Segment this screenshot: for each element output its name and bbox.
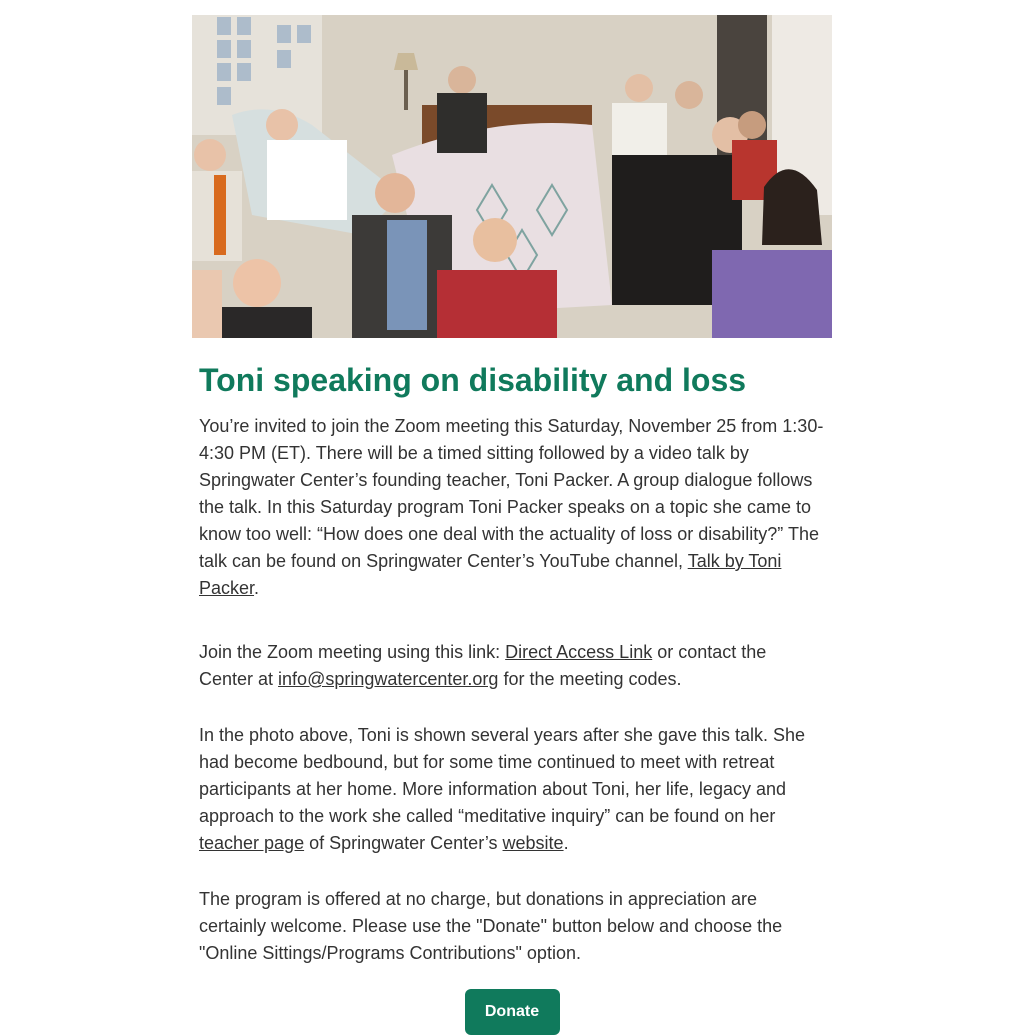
donation-paragraph: The program is offered at no charge, but donations in appreciation are certainly welcome. Please use the "Donate" button below and choose the "Online Sittings/Programs Contributions" option. [199,889,783,963]
zoom-text-end: for the meeting codes. [498,669,682,689]
donate-button[interactable]: Donate [465,989,560,1035]
article [192,338,832,1035]
photo-description-paragraph [199,722,825,857]
zoom-paragraph [199,639,825,693]
donate-wrapper [199,989,825,1035]
invitation-paragraph [199,413,825,602]
teacher-page-link[interactable]: teacher page [199,833,305,853]
invitation-text-end: . [254,578,260,598]
email-link[interactable]: info@springwatercenter.org [278,669,499,689]
talk-link[interactable]: Talk by Toni Packer [199,551,782,598]
group-photo-illustration [192,15,832,338]
photo-description-mid: of Springwater Center’s [304,833,503,853]
photo-description-text: In the photo above, Toni is shown several years after she gave this talk. She had become bedbound, but for some time continued to meet with retreat participants at her home. More information about Toni, her life, legacy and approach to the work she called “meditative inquiry” can be found on her [199,725,806,826]
page-title: Toni speaking on disability and loss [199,362,747,398]
newsletter-body [192,15,832,1035]
group-photo [192,15,832,338]
zoom-text: Join the Zoom meeting using this link: [199,642,506,662]
zoom-text-mid: or contact the Center at [199,642,767,689]
photo-description-end: . [563,833,569,853]
invitation-text: You’re invited to join the Zoom meeting this Saturday, November 25 from 1:30-4:30 PM (ET). There will be a timed sitting followed by a video talk by Springwater Center’s founding teacher, Toni Packer. A group dialogue follows the talk. In this Saturday program Toni Packer speaks on a topic she came to know too well: “How does one deal with the actuality of loss or disability?” The talk can be found on Springwater Center’s YouTube channel, [199,416,824,571]
website-link[interactable]: website [502,833,564,853]
direct-access-link[interactable]: Direct Access Link [505,642,653,662]
